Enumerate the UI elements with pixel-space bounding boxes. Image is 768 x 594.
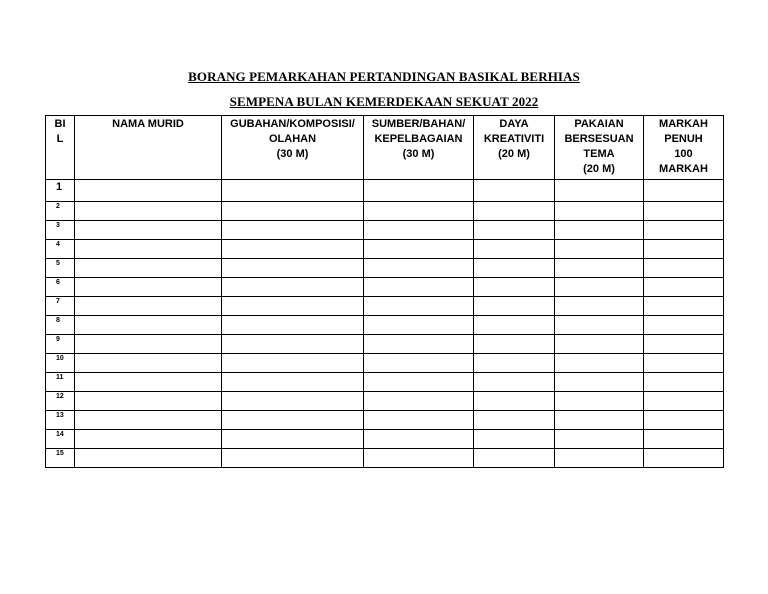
header-line: SUMBER/BAHAN/	[371, 118, 466, 130]
header-sumber	[364, 116, 474, 180]
daya-kreativiti-cell[interactable]	[474, 278, 555, 297]
header-line: MARKAH	[659, 163, 708, 175]
nama-murid-cell[interactable]	[75, 354, 222, 373]
sumber-cell[interactable]	[364, 392, 474, 411]
pakaian-cell[interactable]	[555, 430, 644, 449]
sumber-cell[interactable]	[364, 335, 474, 354]
pakaian-cell[interactable]	[555, 278, 644, 297]
daya-kreativiti-cell[interactable]	[474, 297, 555, 316]
row-number: 3	[46, 221, 75, 240]
nama-murid-cell[interactable]	[75, 392, 222, 411]
markah-cell[interactable]	[644, 180, 724, 202]
header-gubahan	[222, 116, 364, 180]
pakaian-cell[interactable]	[555, 335, 644, 354]
markah-cell[interactable]	[644, 202, 724, 221]
row-number: 2	[46, 202, 75, 221]
header-line: NAMA MURID	[112, 118, 184, 130]
header-line: BI	[54, 118, 66, 130]
nama-murid-cell[interactable]	[75, 202, 222, 221]
header-line: 100	[674, 148, 693, 160]
row-number: 8	[46, 316, 75, 335]
header-pakaian	[555, 116, 644, 180]
nama-murid-cell[interactable]	[75, 335, 222, 354]
header-line: TEMA	[583, 148, 615, 160]
gubahan-cell[interactable]	[222, 335, 364, 354]
pakaian-cell[interactable]	[555, 202, 644, 221]
row-number: 7	[46, 297, 75, 316]
markah-cell[interactable]	[644, 278, 724, 297]
daya-kreativiti-cell[interactable]	[474, 449, 555, 468]
daya-kreativiti-cell[interactable]	[474, 180, 555, 202]
pakaian-cell[interactable]	[555, 373, 644, 392]
gubahan-cell[interactable]	[222, 278, 364, 297]
pakaian-cell[interactable]	[555, 411, 644, 430]
form-title: BORANG PEMARKAHAN PERTANDINGAN BASIKAL BERHIAS	[188, 69, 580, 84]
gubahan-cell[interactable]	[222, 316, 364, 335]
daya-kreativiti-cell[interactable]	[474, 221, 555, 240]
markah-cell[interactable]	[644, 430, 724, 449]
nama-murid-cell[interactable]	[75, 373, 222, 392]
pakaian-cell[interactable]	[555, 240, 644, 259]
form-subtitle: SEMPENA BULAN KEMERDEKAAN SEKUAT 2022	[229, 94, 539, 109]
sumber-cell[interactable]	[364, 373, 474, 392]
daya-kreativiti-cell[interactable]	[474, 392, 555, 411]
daya-kreativiti-cell[interactable]	[474, 335, 555, 354]
header-line: (30 M)	[276, 148, 309, 160]
table-row	[46, 221, 724, 240]
pakaian-cell[interactable]	[555, 354, 644, 373]
sumber-cell[interactable]	[364, 259, 474, 278]
pakaian-cell[interactable]	[555, 221, 644, 240]
row-number: 12	[46, 392, 75, 411]
score-table	[45, 115, 724, 468]
nama-murid-cell[interactable]	[75, 449, 222, 468]
pakaian-cell[interactable]	[555, 297, 644, 316]
sumber-cell[interactable]	[364, 240, 474, 259]
table-row	[46, 335, 724, 354]
table-row	[46, 180, 724, 202]
table-row	[46, 449, 724, 468]
pakaian-cell[interactable]	[555, 180, 644, 202]
sumber-cell[interactable]	[364, 297, 474, 316]
header-line: (20 M)	[498, 148, 530, 160]
gubahan-cell[interactable]	[222, 392, 364, 411]
header-line: (20 M)	[583, 163, 615, 175]
pakaian-cell[interactable]	[555, 316, 644, 335]
markah-cell[interactable]	[644, 221, 724, 240]
gubahan-cell[interactable]	[222, 297, 364, 316]
header-line: (30 M)	[402, 148, 435, 160]
header-row	[46, 116, 724, 180]
header-line: MARKAH	[659, 118, 708, 130]
gubahan-cell[interactable]	[222, 354, 364, 373]
pakaian-cell[interactable]	[555, 392, 644, 411]
nama-murid-cell[interactable]	[75, 278, 222, 297]
daya-kreativiti-cell[interactable]	[474, 430, 555, 449]
nama-murid-cell[interactable]	[75, 259, 222, 278]
table-row	[46, 278, 724, 297]
markah-cell[interactable]	[644, 373, 724, 392]
daya-kreativiti-cell[interactable]	[474, 316, 555, 335]
header-line: L	[56, 133, 64, 145]
daya-kreativiti-cell[interactable]	[474, 240, 555, 259]
row-number: 1	[46, 180, 75, 202]
sumber-cell[interactable]	[364, 278, 474, 297]
row-number: 4	[46, 240, 75, 259]
header-line: KREATIVITI	[483, 133, 545, 145]
row-number: 11	[46, 373, 75, 392]
header-daya-kreativiti	[474, 116, 555, 180]
markah-cell[interactable]	[644, 449, 724, 468]
gubahan-cell[interactable]	[222, 259, 364, 278]
row-number: 14	[46, 430, 75, 449]
sumber-cell[interactable]	[364, 316, 474, 335]
header-markah-penuh	[644, 116, 724, 180]
markah-cell[interactable]	[644, 411, 724, 430]
gubahan-cell[interactable]	[222, 221, 364, 240]
sumber-cell[interactable]	[364, 221, 474, 240]
nama-murid-cell[interactable]	[75, 430, 222, 449]
daya-kreativiti-cell[interactable]	[474, 411, 555, 430]
table-row	[46, 259, 724, 278]
nama-murid-cell[interactable]	[75, 221, 222, 240]
gubahan-cell[interactable]	[222, 240, 364, 259]
sumber-cell[interactable]	[364, 202, 474, 221]
markah-cell[interactable]	[644, 297, 724, 316]
header-line: BERSESUAN	[564, 133, 634, 145]
header-line: PAKAIAN	[574, 118, 624, 130]
row-number: 15	[46, 449, 75, 468]
markah-cell[interactable]	[644, 259, 724, 278]
markah-cell[interactable]	[644, 316, 724, 335]
nama-murid-cell[interactable]	[75, 297, 222, 316]
row-number: 6	[46, 278, 75, 297]
nama-murid-cell[interactable]	[75, 316, 222, 335]
header-line: DAYA	[499, 118, 529, 130]
table-row	[46, 392, 724, 411]
table-row	[46, 373, 724, 392]
header-line: KEPELBAGAIAN	[374, 133, 463, 145]
markah-cell[interactable]	[644, 354, 724, 373]
pakaian-cell[interactable]	[555, 449, 644, 468]
pakaian-cell[interactable]	[555, 259, 644, 278]
header-bil	[46, 116, 75, 180]
header-line: GUBAHAN/KOMPOSISI/	[230, 118, 355, 130]
score-table-body	[46, 180, 724, 468]
gubahan-cell[interactable]	[222, 202, 364, 221]
nama-murid-cell[interactable]	[75, 240, 222, 259]
nama-murid-cell[interactable]	[75, 411, 222, 430]
nama-murid-cell[interactable]	[75, 180, 222, 202]
sumber-cell[interactable]	[364, 430, 474, 449]
table-row	[46, 430, 724, 449]
gubahan-cell[interactable]	[222, 449, 364, 468]
sumber-cell[interactable]	[364, 354, 474, 373]
header-nama-murid	[75, 116, 222, 180]
sumber-cell[interactable]	[364, 180, 474, 202]
row-number: 10	[46, 354, 75, 373]
markah-cell[interactable]	[644, 240, 724, 259]
table-row	[46, 240, 724, 259]
daya-kreativiti-cell[interactable]	[474, 202, 555, 221]
table-row	[46, 202, 724, 221]
gubahan-cell[interactable]	[222, 411, 364, 430]
sumber-cell[interactable]	[364, 411, 474, 430]
table-row	[46, 354, 724, 373]
gubahan-cell[interactable]	[222, 373, 364, 392]
row-number: 5	[46, 259, 75, 278]
daya-kreativiti-cell[interactable]	[474, 259, 555, 278]
daya-kreativiti-cell[interactable]	[474, 354, 555, 373]
header-line: OLAHAN	[268, 133, 317, 145]
gubahan-cell[interactable]	[222, 180, 364, 202]
sumber-cell[interactable]	[364, 449, 474, 468]
row-number: 9	[46, 335, 75, 354]
daya-kreativiti-cell[interactable]	[474, 373, 555, 392]
row-number: 13	[46, 411, 75, 430]
markah-cell[interactable]	[644, 335, 724, 354]
table-row	[46, 316, 724, 335]
header-line: PENUH	[664, 133, 703, 145]
table-row	[46, 297, 724, 316]
table-row	[46, 411, 724, 430]
markah-cell[interactable]	[644, 392, 724, 411]
gubahan-cell[interactable]	[222, 430, 364, 449]
